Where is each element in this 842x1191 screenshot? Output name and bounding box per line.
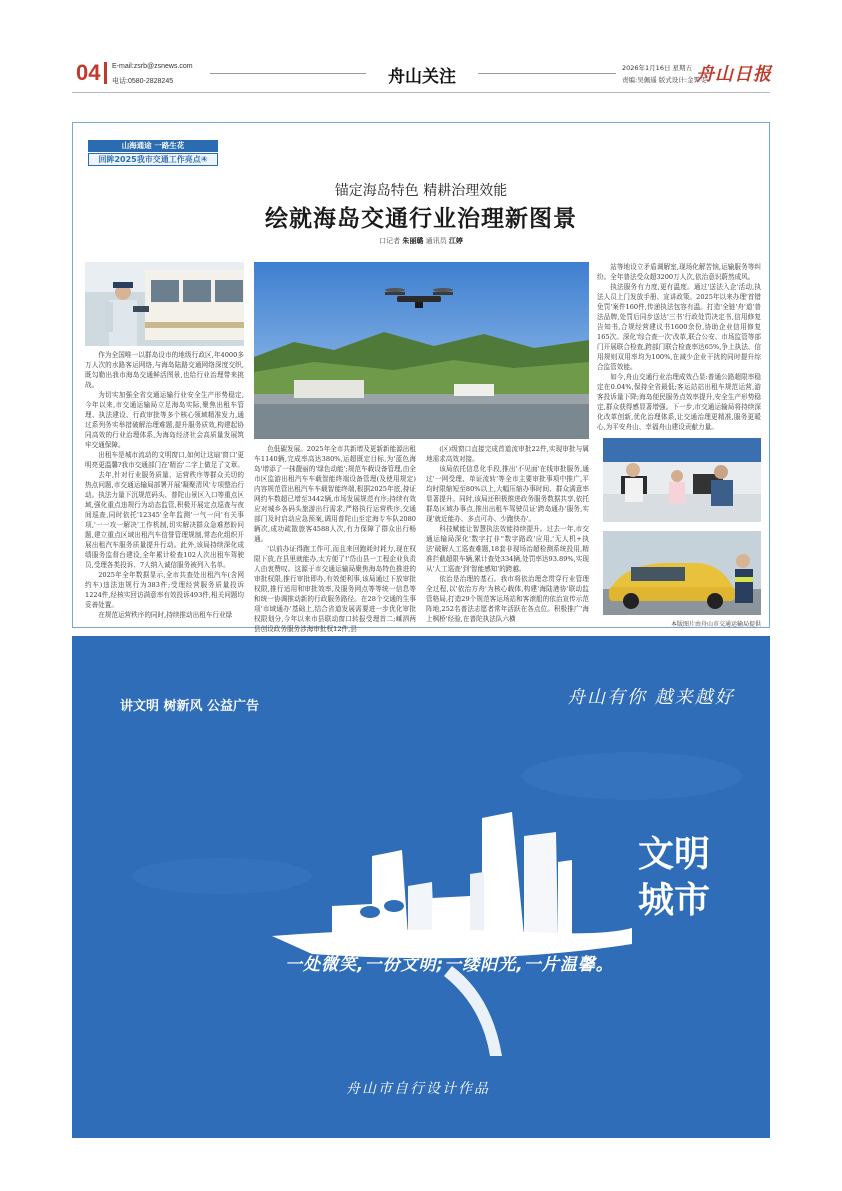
contact-email: E-mail:zsrb@zsnews.com [112,63,193,70]
photo-taxi-inspection [603,531,761,615]
editor-credits: 责编:吴佩遥 版式设计:金霁雯 [622,76,707,84]
paragraph: 站等地设立矛盾调解室,现场化解苦恼,运输服务等纠纷。全年普法受众超3200万人次,依治意识蔚然成风。 [597,263,761,281]
paragraph: 科技赋能让智慧执法效能持续提升。过去一年,市交通运输局深化'数字打非''数字路政'应用,'无人机+执法'破解人工巡查难题,18套非现场治超检测系统投用,精准拦截超限车辆,累计查处334辆,处罚率达93.89%,实现从'人工巡查'到'智能感知'的跨越。 [426,525,589,573]
paragraph: 出租车是城市流动的文明窗口,如何让这扇'窗口'更明亮更温馨?我市交通部门在'精治'二字上做足了文章。 [85,451,244,469]
paragraph: (区)级窗口直接完成首道流审批22件,实现审批与属地需求高效对接。 [426,445,589,463]
ad-tagline: 一处微笑,一份文明;一缕阳光,一片温馨。 [285,955,614,975]
paragraph: 作为全国唯一以群岛设市的地级行政区,年4000多万人次的水路客运网络,与海岛陆路交通网络深度交织,既勾勒出我市海岛交通鲜活图景,也给行业治理带来挑战。 [85,351,244,389]
header-accent-bar [104,62,107,84]
header-underline [72,92,770,93]
photo-drone-inspection [254,262,589,439]
paragraph: 依治是治理的基石。我市将依治理念贯穿行业管理全过程,以'依治方舟'为核心载体,构建'海陆港协'联动监管格局,打造29个规范客运场站和客滚船的依治宣传示范阵地,252名普法志愿者常年活跃在各点位。积极推广'海上枫桥'经验,在普陀执法队六横 [426,575,589,623]
series-subtag: 回眸2025我市交通工作亮点④ [88,153,218,166]
ad-campaign-title: 讲文明 树新风 公益广告 [120,699,260,714]
paragraph: 执法服务有力度,更有温度。通过'送法入企'活动,执法人员上门发放手册、宣讲政策。2025年以来办理'首错免罚'案件160件,传递执法包容有温。打造'全链'舟'道'普法品牌,处罚后同步送达'三书'行政处罚决定书,信用修复告知书,合规经营建议书1600余份,协助企业信用修复165次。深化'综合查一次'改革,联合公安、市场监管等部门开展联合检查,跨部门联合检查率达65%,争上执法、信用规则双用率均为100%,在减少企业干扰的同时提升综合监管效能。 [597,283,761,371]
article-headline: 绘就海岛交通行业治理新图景 [265,206,577,232]
paragraph: 色低碳发展。2025年全市共新增及更新新能源出租车1140辆,完成率高达380%,运超既定目标,为'蓝色海岛'增添了一抹靓丽的'绿色动能';规范车载设备管理,由全市区监游出租汽车车载智能终端设备管理(及使用规定)内容规范管出租汽车车载智能终端,根据2025年底,持证网约车数超已增至3442辆,市场发展规范有序;持续有效应对城乡各码头旅游出行需求,严格执行运营秩序,交通部门及时启动应急预案,调用普陀山至定海专车队2080辆次,成功疏散旅客4588人次,有力保障了群众出行畅通。 [254,445,416,543]
photo-bus-inspection [85,262,244,346]
article-column-4 [597,262,761,434]
paragraph: '以前办证得跑工作可,而且来回跑耗时耗力,现在权限下放,在县里就能办,太方便了!'岱山县一工程企业负责人由衷赞叹。这源于市交通运输局聚焦海岛特色推进的审批权限,推行审批即办,有效便利事,该局通过下放审批权限,推行适用和审批效率,及服务网点等等统一信息等和统一协调推动新的行政服务路径。在28个交通的生事项'市域通办'基础上,结合省道发展需要进一步优化审批权限划分,今年以来市县联动窗口转报受理首二;嵊泗两县创设政务服务涉海审批权12件,县 [254,545,416,633]
article-column-3 [426,444,589,623]
header-rule-right [478,73,616,74]
byline-prefix: 口记者 [379,237,401,245]
photo-credit: 本版图片由舟山市交通运输局提供 [670,621,761,628]
paragraph: 在规范运营秩序的同时,持续推动出租车行业绿 [98,611,233,619]
byline-mid: 通讯员 [425,237,447,245]
page-number: 04 [76,60,101,85]
paragraph: 为切实加强全省交通运输行业安全生产形势稳定,今年以来,市交通运输局立足海岛实际,聚焦出租车管理、执法建设、行政审批等多个核心领域精准发力,通过系列务实举措破解治理难题,提升服务质效,构建起协同高效的行业治理体系,为海岛经济社会高质量发展筑牢交通保障。 [85,391,244,449]
ad-heading-civilization: 文明 [638,834,711,875]
article-subheadline: 锚定海岛特色 精耕治理效能 [334,183,508,199]
ad-footer-credit: 舟山市自行设计作品 [346,1081,490,1097]
article-column-2 [254,444,416,633]
section-title: 舟山关注 [388,67,456,87]
ad-heading-city: 城市 [638,880,711,921]
paragraph: 该局依托信息化手段,推出'不见面'在线审批服务,通过'一网受理、单证流转'等全市主要审批事项中推广,平均时限缩短至80%以上,大幅压缩办事时间、群众满意率显著提升。同时,该局还积极推进政务服务数据共享,依托群岛区域办事点,推出出租车驾驶员证'跨岛通办'服务,实现'就近能办、多点可办、少跑快办'。 [426,465,589,523]
contact-phone: 电话:0580-2828245 [112,78,174,85]
paragraph: 去年,针对行业服务质量、运营秩序等群众关切的热点问题,市交通运输局部署开展'凝聚清风'专项整治行动。执法力量下沉规范码头、普陀山景区入口等重点区域,强化重点违规行为动态监管,积极开展定点巡查与夜间巡查,同时依托'12345'全年监测'一气一问'有关事项,'一一攻一解决'工作机制,切实解决群众急难愁盼问题,建立重点区域出租汽车信誉管理规制,常态化组织开展出租汽车服务质量提升行动。此外,该局持续深化成绩服务监督台建设,全年累计检查102人次出租车驾驶员,受理各类投诉、7人纳入诚信服务被列入名单。 [85,471,244,569]
newspaper-logo: 舟山日报 [696,64,772,85]
ad-slogan: 舟山有你 越来越好 [567,687,735,708]
article-column-1 [85,350,244,620]
article-byline [72,236,770,246]
issue-date: 2026年1月16日 星期五 [622,64,693,72]
paragraph: 2025年全年数据显示,全市共查处出租汽车(含网约车)违法违规行为383件;受理经营服务质量投诉1224件,经核实回访满意率有效投诉493件,相关问题均妥善处置。 [85,571,244,609]
reporter-name: 朱丽璐 [402,237,424,245]
header-rule-left [210,73,366,74]
photo-service-counter [603,438,761,522]
paragraph: 如今,舟山交通行业治理成效凸显:普通公路超限率稳定在0.04%,保持全省最低;客运站站出租车规范运营,游客投诉量下降;海岛便民服务点效率提升,安全生产形势稳定,群众获得感显著增强。下一步,市交通运输局将持续深化改革创新,优化治理体系,让交通治理更精准,服务更暖心,为平安舟山、幸福舟山建设贡献力量。 [597,373,761,431]
series-tag: 山海通途 一路生花 [88,140,218,152]
correspondent-name: 江婷 [448,237,463,245]
